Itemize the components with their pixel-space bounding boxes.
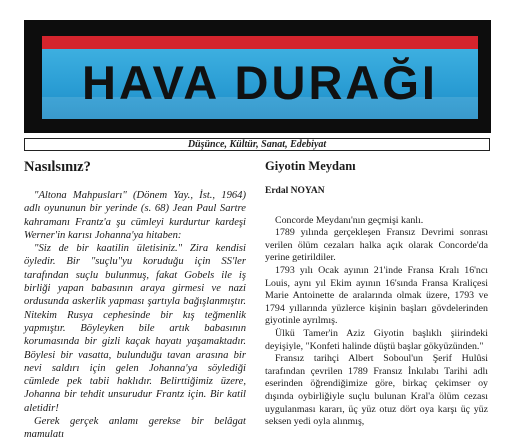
- right-article: [265, 158, 488, 429]
- left-article-paragraph: Gerek gerçek anlamı gerekse bir belâgat mamulatı: [24, 416, 246, 441]
- right-article-paragraph: Concorde Meydanı'nın geçmişi kanlı.: [275, 214, 424, 226]
- right-article-paragraph: Ülkü Tamer'in Aziz Giyotin başlıklı şiirindeki deyişiyle, "Konfeti halinde düştü başlar gökyüzünden.": [265, 327, 488, 352]
- left-article-paragraph: "Siz de bir kaatilin ületisiniz." Zira kendisi öyledir. Bir "suçlu"yu koruduğu için SS'ler tarafından suçlu bulunmuş, fakat Gobels ile iş birliği yapan babasının araya girmesi ve nazi ordusunda askerlik yapması şartıyla bağışlanmıştır. Nitekim Rusya cephesinde bir kış teğmenlik yapmıştır. Böyleyken bile artık babasının korumasında bir gizli kaçak hayatı yaşamaktadır. Böylesi bir vasatta, bulunduğu tavan arasına bir nevi saldırı için gelen Johanna'ya söylediği cümlede pek tabii haklıdır. Belirttiğimiz üzere, Johanna bir tehdit unsurudur Frantz için. Bir katil aletidir!: [24, 243, 246, 414]
- right-article-paragraph: Fransız tarihçi Albert Soboul'un Şerif Hulûsi tarafından çevrilen 1789 Fransız İnkılabı Tarihi adlı eserinden öğrendiğimize göre, birkaç çekimser oy dışında oybirliğiyle suçlu bulunan Kral'a ölüm cezası uygulanması kararı, üç yüz otuz dört oya karşı üç yüz seksen yedi oyla alınmış,: [265, 353, 488, 428]
- right-article-paragraph: 1793 yılı Ocak ayının 21'inde Fransa Kralı 16'ncı Louis, aynı yıl Ekim ayının 16'sında Fransa Kraliçesi Marie Antoinette de aralarında olmak üzere, 1793 ve 1794 yıllarında yüzlerce kişinin başları gövdelerinden giyotinle ayrılmış.: [265, 264, 488, 327]
- right-article-author: Erdal NOYAN: [265, 186, 325, 196]
- masthead-logo: HAVA DURAĞI: [82, 56, 438, 109]
- masthead-logo-band: [42, 49, 478, 119]
- left-article-paragraph: "Altona Mahpusları" (Dönem Yay., İst., 1964) adlı oyununun bir yerinde (s. 68) Jean Paul Sartre kahramanı Frantz'a şu cümleyi kurdurtur kardeşi Werner'in karısı Johanna'ya hitaben:: [24, 190, 246, 241]
- left-article-title: Nasılsınız?: [24, 159, 91, 175]
- right-article-title: Giyotin Meydanı: [265, 159, 356, 173]
- right-article-paragraph: 1789 yılında gerçekleşen Fransız Devrimi sonrası verilen ölüm cezaları halka açık olarak Concorde'da yerine getirildiler.: [265, 227, 488, 264]
- masthead-red-bar: [42, 36, 478, 49]
- left-article: [24, 158, 246, 442]
- masthead-subtitle: Düşünce, Kültür, Sanat, Edebiyat: [24, 138, 490, 151]
